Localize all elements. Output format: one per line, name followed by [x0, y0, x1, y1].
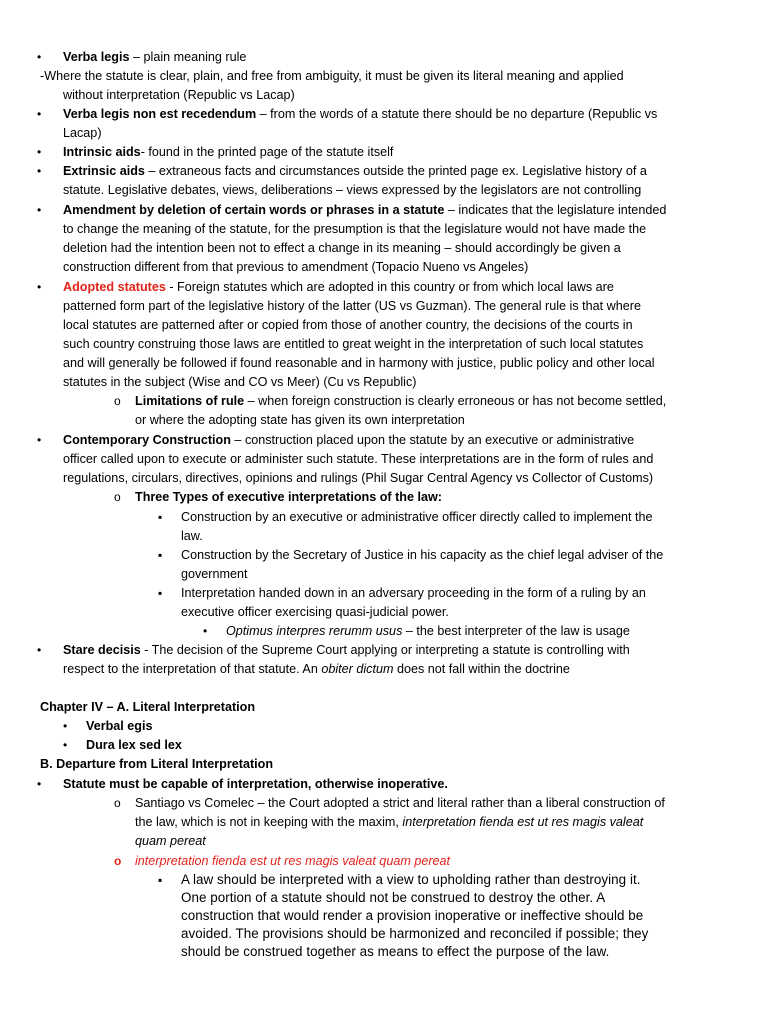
bullet-square: ▪	[158, 510, 163, 524]
term: Adopted statutes	[63, 280, 166, 294]
section-heading: B. Departure from Literal Interpretation	[40, 757, 274, 771]
paragraph-line: regulations, circulars, directives, opinions and rulings (Phil Sugar Central Agency vs Collector of Customs)	[63, 471, 654, 485]
bullet-circle: o	[114, 796, 121, 810]
term: Intrinsic aids	[63, 145, 141, 159]
term: Optimus interpres rerumm usus	[226, 624, 403, 638]
definition: – extraneous facts and circumstances outside the printed page ex. Legislative history of a	[144, 164, 647, 178]
paragraph-line: construction different from that previous to amendment (Topacio Nueno vs Angeles)	[63, 260, 529, 274]
bullet-square: ▪	[158, 548, 163, 562]
paragraph-line	[63, 660, 570, 679]
paragraph-line: government	[181, 567, 248, 581]
list-item: Construction by an executive or administrative officer directly called to implement the	[181, 510, 653, 524]
term: Contemporary Construction	[63, 433, 231, 447]
paragraph-line: without interpretation (Republic vs Lacap)	[63, 88, 295, 102]
paragraph-line: local statutes are patterned after or copied from those of another country, the decisions of the courts in	[63, 318, 633, 332]
text-italic: obiter dictum	[321, 662, 394, 676]
bullet-dot: •	[37, 433, 42, 447]
definition: - Foreign statutes which are adopted in this country or from which local laws are	[165, 280, 614, 294]
term: Limitations of rule	[135, 394, 245, 408]
item-amendment-by-deletion	[63, 201, 666, 220]
list-item: Statute must be capable of interpretation, otherwise inoperative.	[63, 777, 448, 791]
item-limitations-of-rule	[135, 392, 666, 411]
definition: – construction placed upon the statute by an executive or administrative	[230, 433, 635, 447]
definition: – from the words of a statute there should be no departure (Republic vs	[256, 107, 658, 121]
text: the law, which is not in keeping with the maxim,	[135, 815, 403, 829]
list-item: Dura lex sed lex	[86, 738, 182, 752]
subheading-three-types: Three Types of executive interpretations of the law:	[135, 490, 442, 504]
definition: – when foreign construction is clearly erroneous or has not become settled,	[244, 394, 667, 408]
definition: – the best interpreter of the law is usage	[402, 624, 630, 638]
list-item: Santiago vs Comelec – the Court adopted a strict and literal rather than a liberal construction of	[135, 796, 665, 810]
term: Amendment by deletion of certain words or phrases in a statute	[63, 203, 445, 217]
definition: - The decision of the Supreme Court applying or interpreting a statute is controlling with	[140, 643, 630, 657]
bullet-dot: •	[37, 145, 42, 159]
item-adopted-statutes	[63, 278, 614, 297]
item-intrinsic-aids	[63, 143, 393, 162]
item-verba-legis-non-est	[63, 105, 657, 124]
paragraph-line: statute. Legislative debates, views, deliberations – views expressed by the legislators are not controlling	[63, 183, 642, 197]
term: Verba legis non est recedendum	[63, 107, 257, 121]
paragraph-line: statutes in the subject (Wise and CO vs Meer) (Cu vs Republic)	[63, 375, 417, 389]
text-italic: interpretation fienda est ut res magis valeat	[402, 815, 644, 829]
bullet-square: ▪	[158, 873, 163, 887]
bullet-dot: •	[37, 203, 42, 217]
bullet-dot: •	[63, 719, 68, 733]
paragraph-line: executive officer exercising quasi-judicial power.	[181, 605, 449, 619]
paragraph-line: and will generally be followed if found reasonable and in harmony with justice, public policy and other local	[63, 356, 655, 370]
paragraph-line: avoided. The provisions should be harmonized and reconciled if possible; they	[181, 926, 649, 941]
paragraph-line: should be construed together as means to effect the purpose of the law.	[181, 944, 610, 959]
item-verba-legis	[63, 48, 246, 67]
list-item: A law should be interpreted with a view to upholding rather than destroying it.	[181, 872, 641, 887]
bullet-circle: o	[114, 854, 122, 868]
bullet-dot: •	[37, 643, 42, 657]
paragraph-line: -Where the statute is clear, plain, and free from ambiguity, it must be given its literal meaning and applied	[40, 69, 624, 83]
bullet-dot: •	[203, 624, 208, 638]
paragraph-line: construction that would render a provision inoperative or ineffective should be	[181, 908, 644, 923]
term: Stare decisis	[63, 643, 141, 657]
bullet-dot: •	[37, 777, 42, 791]
text: does not fall within the doctrine	[393, 662, 570, 676]
item-extrinsic-aids	[63, 162, 647, 181]
paragraph-line: Lacap)	[63, 126, 102, 140]
bullet-dot: •	[37, 280, 42, 294]
item-optimus-interpres	[226, 622, 630, 641]
item-contemporary-construction	[63, 431, 634, 450]
paragraph-line: officer called upon to execute or administer such statute. These interpretations are in the form of rules and	[63, 452, 654, 466]
bullet-dot: •	[37, 50, 42, 64]
term: Extrinsic aids	[63, 164, 145, 178]
chapter-heading: Chapter IV – A. Literal Interpretation	[40, 700, 256, 714]
list-item: Interpretation handed down in an adversary proceeding in the form of a ruling by an	[181, 586, 646, 600]
bullet-circle: o	[114, 394, 121, 408]
item-stare-decisis	[63, 641, 630, 660]
paragraph-line: deletion had the intention been not to effect a change in its meaning – should accordingly be given a	[63, 241, 621, 255]
definition: - found in the printed page of the statute itself	[140, 145, 394, 159]
paragraph-line: or where the adopting state has given its own interpretation	[135, 413, 465, 427]
list-item-maxim: interpretation fienda est ut res magis valeat quam pereat	[135, 854, 451, 868]
paragraph-line: to change the meaning of the statute, for the presumption is that the legislature would not have made the	[63, 222, 647, 236]
bullet-square: ▪	[158, 586, 163, 600]
list-item: Verbal egis	[86, 719, 153, 733]
paragraph-line: patterned form part of the legislative history of the latter (US vs Guzman). The general rule is that where	[63, 299, 641, 313]
term: Verba legis	[63, 50, 130, 64]
list-item: Construction by the Secretary of Justice in his capacity as the chief legal adviser of the	[181, 548, 664, 562]
paragraph-line: One portion of a statute should not be construed to destroy the other. A	[181, 890, 606, 905]
definition: – plain meaning rule	[129, 50, 247, 64]
bullet-dot: •	[63, 738, 68, 752]
paragraph-line: quam pereat	[135, 834, 206, 848]
bullet-circle: o	[114, 490, 121, 504]
bullet-dot: •	[37, 107, 42, 121]
bullet-dot: •	[37, 164, 42, 178]
paragraph-line	[135, 813, 643, 832]
paragraph-line: such country construing those laws are entitled to great weight in the interpretation of such local statutes	[63, 337, 644, 351]
text: respect to the interpretation of that statute. An	[63, 662, 322, 676]
definition: – indicates that the legislature intended	[444, 203, 667, 217]
paragraph-line: law.	[181, 529, 203, 543]
